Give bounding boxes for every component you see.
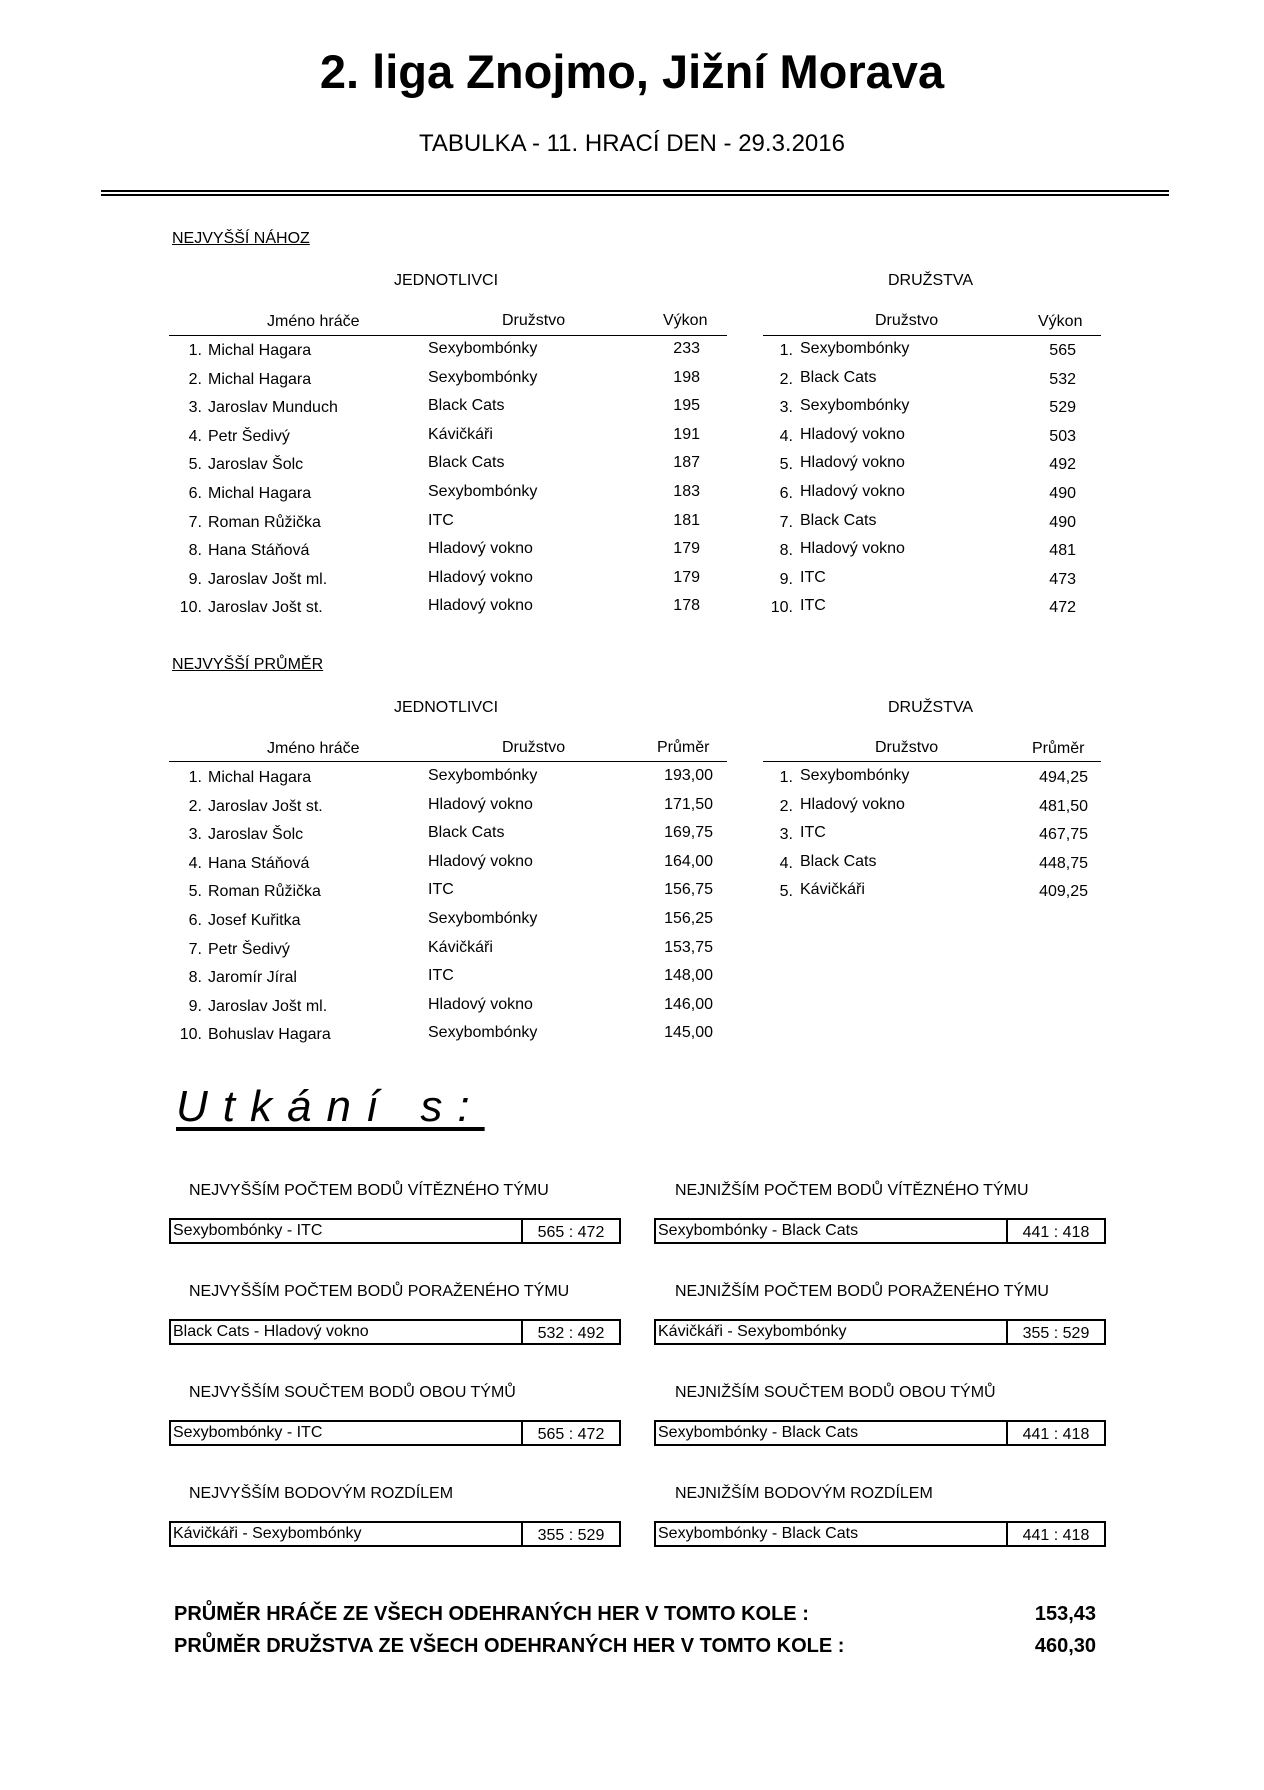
- row-rank: 9.: [188, 997, 202, 1015]
- row-team: ITC: [428, 881, 454, 899]
- record-score: 441 : 418: [1006, 1220, 1104, 1242]
- row-rank: 3.: [188, 399, 202, 417]
- row-rank: 4.: [779, 854, 793, 872]
- row-rank: 6.: [779, 485, 793, 502]
- row-value: 171,50: [664, 795, 713, 813]
- page-subtitle: TABULKA - 11. HRACÍ DEN - 29.3.2016: [419, 130, 845, 157]
- row-rank: 10.: [179, 1026, 202, 1044]
- row-team: ITC: [428, 511, 454, 529]
- row-value: 145,00: [664, 1024, 713, 1042]
- header-divider: [101, 190, 1169, 192]
- row-value: 233: [673, 340, 700, 357]
- row-team: Sexybombónky: [428, 368, 538, 386]
- row-team: ITC: [428, 967, 454, 985]
- row-rank: 3.: [779, 826, 793, 844]
- row-rank: 2.: [779, 797, 793, 815]
- row-value: 193,00: [664, 767, 713, 784]
- record-score: 532 : 492: [521, 1321, 619, 1343]
- row-team: ITC: [800, 824, 826, 842]
- teams-title: DRUŽSTVA: [888, 272, 974, 289]
- row-team: Black Cats: [800, 511, 877, 529]
- row-value: 409,25: [1039, 883, 1088, 901]
- row-value: 472: [1049, 599, 1076, 617]
- row-value: 481,50: [1039, 797, 1088, 815]
- row-rank: 2.: [188, 797, 202, 815]
- team-average-value: 460,30: [1034, 1635, 1096, 1657]
- row-value: 187: [673, 454, 700, 472]
- header-team: Družstvo: [875, 312, 939, 329]
- row-team: Hladový vokno: [428, 795, 533, 813]
- row-team: Hladový vokno: [428, 852, 533, 870]
- row-player-name: Michal Hagara: [208, 342, 312, 359]
- row-team: Sexybombónky: [800, 767, 910, 784]
- row-value: 164,00: [664, 852, 713, 870]
- row-value: 492: [1049, 456, 1076, 474]
- header-underline: [763, 761, 1101, 762]
- row-value: 153,75: [664, 938, 713, 956]
- row-rank: 2.: [188, 370, 202, 388]
- row-rank: 6.: [188, 912, 202, 929]
- record-match: Black Cats - Hladový vokno: [173, 1323, 369, 1340]
- record-match: Sexybombónky - ITC: [173, 1424, 323, 1441]
- header-value: Výkon: [663, 312, 708, 329]
- row-player-name: Michal Hagara: [208, 769, 312, 786]
- row-team: Sexybombónky: [428, 340, 538, 357]
- record-score: 355 : 529: [521, 1523, 619, 1545]
- header-team: Družstvo: [502, 739, 566, 756]
- section-title-nahoz: NEJVYŠŠÍ NÁHOZ: [172, 230, 310, 247]
- row-player-name: Michal Hagara: [208, 370, 312, 388]
- header-underline: [169, 761, 727, 762]
- row-value: 179: [673, 568, 700, 586]
- record-title: NEJVYŠŠÍM BODOVÝM ROZDÍLEM: [189, 1485, 454, 1502]
- row-rank: 7.: [188, 940, 202, 958]
- record-box: [169, 1319, 621, 1345]
- teams-title: DRUŽSTVA: [888, 699, 974, 716]
- row-value: 156,25: [664, 910, 713, 927]
- row-team: Hladový vokno: [428, 540, 533, 558]
- record-score: 355 : 529: [1006, 1321, 1104, 1343]
- row-rank: 5.: [779, 456, 793, 474]
- row-value: 178: [673, 597, 700, 615]
- record-box: [169, 1420, 621, 1446]
- player-average-label: PRŮMĚR HRÁČE ZE VŠECH ODEHRANÝCH HER V TOMTO KOLE :: [174, 1603, 809, 1625]
- row-team: Black Cats: [428, 397, 505, 415]
- row-value: 529: [1049, 399, 1076, 417]
- row-team: Kávičkáři: [428, 425, 493, 443]
- record-match: Sexybombónky - Black Cats: [658, 1525, 859, 1542]
- row-team: Black Cats: [428, 824, 505, 842]
- header-player-name: Jméno hráče: [267, 313, 360, 330]
- row-rank: 7.: [779, 513, 793, 531]
- record-match: Sexybombónky - ITC: [173, 1222, 323, 1239]
- row-player-name: Hana Stáňová: [208, 854, 310, 872]
- header-team: Družstvo: [875, 739, 939, 756]
- row-value: 490: [1049, 485, 1076, 502]
- header-underline: [763, 335, 1101, 336]
- row-value: 191: [673, 425, 700, 443]
- record-title: NEJVYŠŠÍM SOUČTEM BODŮ OBOU TÝMŮ: [189, 1384, 516, 1401]
- record-score: 441 : 418: [1006, 1422, 1104, 1444]
- row-value: 481: [1049, 542, 1076, 560]
- player-average-value: 153,43: [1034, 1603, 1096, 1625]
- row-team: Sexybombónky: [428, 1024, 538, 1042]
- row-value: 448,75: [1039, 854, 1088, 872]
- row-team: Hladový vokno: [428, 597, 533, 615]
- row-rank: 1.: [188, 342, 202, 359]
- row-rank: 3.: [779, 399, 793, 417]
- row-player-name: Hana Stáňová: [208, 542, 310, 560]
- record-title: NEJNIŽŠÍM POČTEM BODŮ PORAŽENÉHO TÝMU: [675, 1283, 1049, 1300]
- row-team: Hladový vokno: [800, 540, 905, 558]
- row-rank: 5.: [779, 883, 793, 901]
- row-value: 198: [673, 368, 700, 386]
- row-rank: 6.: [188, 485, 202, 502]
- header-team: Družstvo: [502, 312, 566, 329]
- record-box: [169, 1521, 621, 1547]
- record-title: NEJVYŠŠÍM POČTEM BODŮ PORAŽENÉHO TÝMU: [189, 1283, 570, 1300]
- row-team: Black Cats: [800, 368, 877, 386]
- row-player-name: Jaroslav Jošt ml.: [208, 570, 328, 588]
- row-rank: 10.: [179, 599, 202, 617]
- row-team: Kávičkáři: [800, 881, 865, 899]
- row-rank: 4.: [188, 854, 202, 872]
- header-value: Výkon: [1038, 313, 1083, 330]
- row-rank: 9.: [188, 570, 202, 588]
- row-player-name: Roman Růžička: [208, 513, 321, 531]
- row-value: 148,00: [664, 967, 713, 985]
- record-title: NEJNIŽŠÍM BODOVÝM ROZDÍLEM: [675, 1485, 933, 1502]
- row-rank: 1.: [779, 342, 793, 359]
- row-team: Sexybombónky: [800, 340, 910, 357]
- record-score: 565 : 472: [521, 1422, 619, 1444]
- row-value: 490: [1049, 513, 1076, 531]
- row-value: 473: [1049, 570, 1076, 588]
- record-box: [654, 1521, 1106, 1547]
- row-rank: 5.: [188, 883, 202, 901]
- row-player-name: Jaroslav Jošt st.: [208, 599, 323, 617]
- row-rank: 8.: [779, 542, 793, 560]
- row-rank: 10.: [770, 599, 793, 617]
- record-box: [654, 1319, 1106, 1345]
- page-title: 2. liga Znojmo, Jižní Morava: [319, 45, 945, 98]
- row-value: 181: [673, 511, 700, 529]
- record-score: 441 : 418: [1006, 1523, 1104, 1545]
- row-team: Black Cats: [428, 454, 505, 472]
- header-divider: [101, 194, 1169, 196]
- row-player-name: Jaroslav Jošt ml.: [208, 997, 328, 1015]
- record-box: [654, 1420, 1106, 1446]
- row-value: 467,75: [1039, 826, 1088, 844]
- record-match: Sexybombónky - Black Cats: [658, 1222, 859, 1239]
- row-team: Hladový vokno: [800, 795, 905, 813]
- row-rank: 8.: [188, 969, 202, 987]
- row-value: 532: [1049, 370, 1076, 388]
- row-player-name: Jaroslav Jošt st.: [208, 797, 323, 815]
- row-team: Black Cats: [800, 852, 877, 870]
- row-player-name: Petr Šedivý: [208, 940, 290, 958]
- section-title-prumer: NEJVYŠŠÍ PRŮMĚR: [172, 656, 324, 673]
- record-score: 565 : 472: [521, 1220, 619, 1242]
- row-player-name: Jaroslav Munduch: [208, 399, 338, 417]
- row-rank: 1.: [779, 769, 793, 786]
- row-rank: 7.: [188, 513, 202, 531]
- row-player-name: Jaroslav Šolc: [208, 456, 304, 474]
- row-player-name: Jaromír Jíral: [208, 969, 297, 987]
- row-player-name: Josef Kuřitka: [208, 912, 301, 929]
- record-match: Kávičkáři - Sexybombónky: [173, 1525, 362, 1542]
- row-value: 179: [673, 540, 700, 558]
- record-box: [169, 1218, 621, 1244]
- row-rank: 3.: [188, 826, 202, 844]
- row-team: Sexybombónky: [428, 767, 538, 784]
- row-value: 494,25: [1039, 769, 1088, 786]
- row-rank: 5.: [188, 456, 202, 474]
- row-player-name: Petr Šedivý: [208, 427, 290, 445]
- row-value: 169,75: [664, 824, 713, 842]
- row-player-name: Michal Hagara: [208, 485, 312, 502]
- row-team: ITC: [800, 597, 826, 615]
- header-player-name: Jméno hráče: [267, 740, 360, 757]
- row-rank: 2.: [779, 370, 793, 388]
- row-value: 146,00: [664, 995, 713, 1013]
- record-title: NEJNIŽŠÍM SOUČTEM BODŮ OBOU TÝMŮ: [675, 1384, 996, 1401]
- matches-heading: Utkání s:: [176, 1082, 485, 1131]
- row-team: Hladový vokno: [800, 425, 905, 443]
- row-rank: 9.: [779, 570, 793, 588]
- row-team: Hladový vokno: [800, 483, 905, 500]
- record-match: Sexybombónky - Black Cats: [658, 1424, 859, 1441]
- record-title: NEJVYŠŠÍM POČTEM BODŮ VÍTĚZNÉHO TÝMU: [189, 1182, 549, 1199]
- row-rank: 1.: [188, 769, 202, 786]
- row-player-name: Bohuslav Hagara: [208, 1026, 331, 1044]
- individuals-title: JEDNOTLIVCI: [394, 272, 499, 289]
- row-team: ITC: [800, 568, 826, 586]
- record-match: Kávičkáři - Sexybombónky: [658, 1323, 847, 1340]
- row-team: Kávičkáři: [428, 938, 493, 956]
- row-rank: 8.: [188, 542, 202, 560]
- record-box: [654, 1218, 1106, 1244]
- row-rank: 4.: [779, 427, 793, 445]
- row-team: Sexybombónky: [428, 483, 538, 500]
- record-title: NEJNIŽŠÍM POČTEM BODŮ VÍTĚZNÉHO TÝMU: [675, 1182, 1029, 1199]
- row-rank: 4.: [188, 427, 202, 445]
- row-value: 156,75: [664, 881, 713, 899]
- header-value: Průměr: [657, 739, 710, 756]
- row-value: 183: [673, 483, 700, 500]
- row-team: Hladový vokno: [428, 995, 533, 1013]
- row-value: 565: [1049, 342, 1076, 359]
- row-team: Sexybombónky: [428, 910, 538, 927]
- row-value: 503: [1049, 427, 1076, 445]
- header-value: Průměr: [1032, 740, 1085, 757]
- row-team: Sexybombónky: [800, 397, 910, 415]
- row-player-name: Roman Růžička: [208, 883, 321, 901]
- row-value: 195: [673, 397, 700, 415]
- individuals-title: JEDNOTLIVCI: [394, 699, 499, 716]
- header-underline: [169, 335, 727, 336]
- row-team: Hladový vokno: [428, 568, 533, 586]
- row-team: Hladový vokno: [800, 454, 905, 472]
- team-average-label: PRŮMĚR DRUŽSTVA ZE VŠECH ODEHRANÝCH HER V TOMTO KOLE :: [174, 1635, 845, 1657]
- row-player-name: Jaroslav Šolc: [208, 826, 304, 844]
